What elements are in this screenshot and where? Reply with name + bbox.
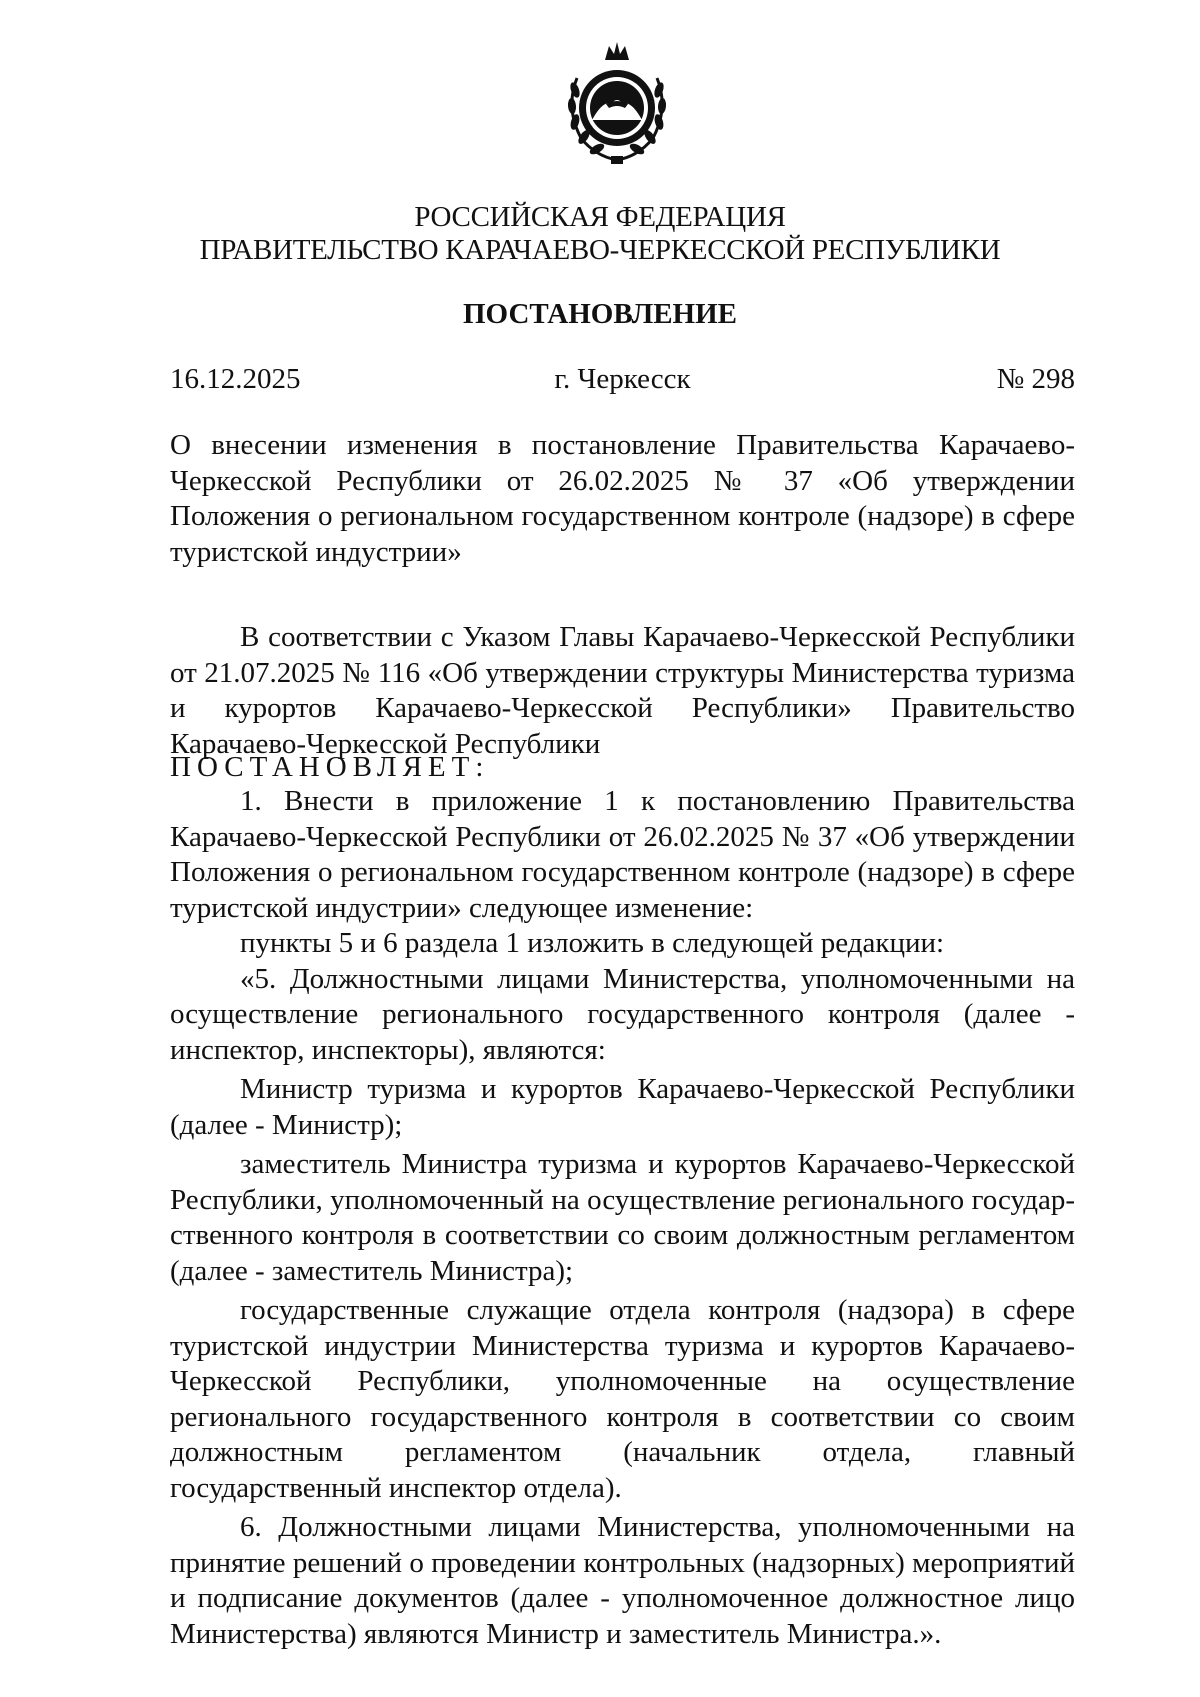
paragraph-amend-scope: пункты 5 и 6 раздела 1 изложить в следующей редакции:	[240, 927, 945, 959]
document-date: 16.12.2025	[170, 363, 301, 395]
paragraph-minister: Министр туризма и курортов Карачаево-Черкесской Республики (далее - Министр);	[170, 1073, 1075, 1141]
paragraph-deputy-minister: заместитель Министра туризма и курортов Карачаево-Черкесской Республики, уполномоченный на осуществление регионального государственного контроля в соответствии со своим должностным регламентом (далее - заместитель Министра);	[170, 1148, 1075, 1287]
coat-of-arms-icon	[551, 38, 683, 170]
paragraph-item-1: 1. Внести в приложение 1 к постановлению Правительства Карачаево-Черкесской Республики от 26.02.2025 № 37 «Об утверждении Положения о региональном государственном контроле (надзоре) в сфере туристской индустрии» следующее изменение:	[170, 785, 1075, 924]
government-name: ПРАВИТЕЛЬСТВО КАРАЧАЕВО-ЧЕРКЕССКОЙ РЕСПУБЛИКИ	[199, 234, 1001, 266]
document-type-title: ПОСТАНОВЛЕНИЕ	[462, 298, 737, 330]
paragraph-point-5: «5. Должностными лицами Министерства, уполномоченными на осуществление регионального государственного контроля (далее - инспектор, инспекторы), являются:	[170, 962, 1075, 1066]
document-meta-row	[170, 362, 1075, 396]
decree-items	[170, 784, 1075, 1652]
paragraph-point-6: 6. Должностными лицами Министерства, уполномоченными на принятие решений о проведении контрольных (надзорных) мероприятий и подписание документов (далее - уполномоченное должностное лицо Министерства) являются Министр и заместитель Министра.».	[170, 1511, 1075, 1650]
document-city: г. Черкесск	[554, 363, 691, 395]
preamble-text: В соответствии с Указом Главы Карачаево-Черкесской Республики от 21.07.2025 № 116 «Об утверждении структуры Министерства туризма и курортов Карачаево-Черкесской Республики» Правительство Карачаево-Черкесской Республики	[170, 621, 1075, 760]
document-number: № 298	[996, 363, 1075, 395]
paragraph-civil-servants: государственные служащие отдела контроля (надзора) в сфере туристской индустрии Министерства туризма и курортов Карачаево-Черкесской Республики, уполномоченные на осуществление регионального государственного контроля в соответствии со своим должностным регламентом (начальник отдела, главный государственный инспектор отдела).	[170, 1294, 1075, 1504]
preamble-paragraph	[170, 620, 1075, 762]
country-name: РОССИЙСКАЯ ФЕДЕРАЦИЯ	[414, 201, 786, 233]
document-subject: О внесении изменения в постановление Правительства Карачаево-Черкесской Республики от 26.02.2025 № 37 «Об утверждении Положения о региональном государственном контроле (надзоре) в сфере туристской индустрии»	[170, 429, 1075, 568]
decree-word: ПОСТАНОВЛЯЕТ:	[170, 751, 490, 783]
